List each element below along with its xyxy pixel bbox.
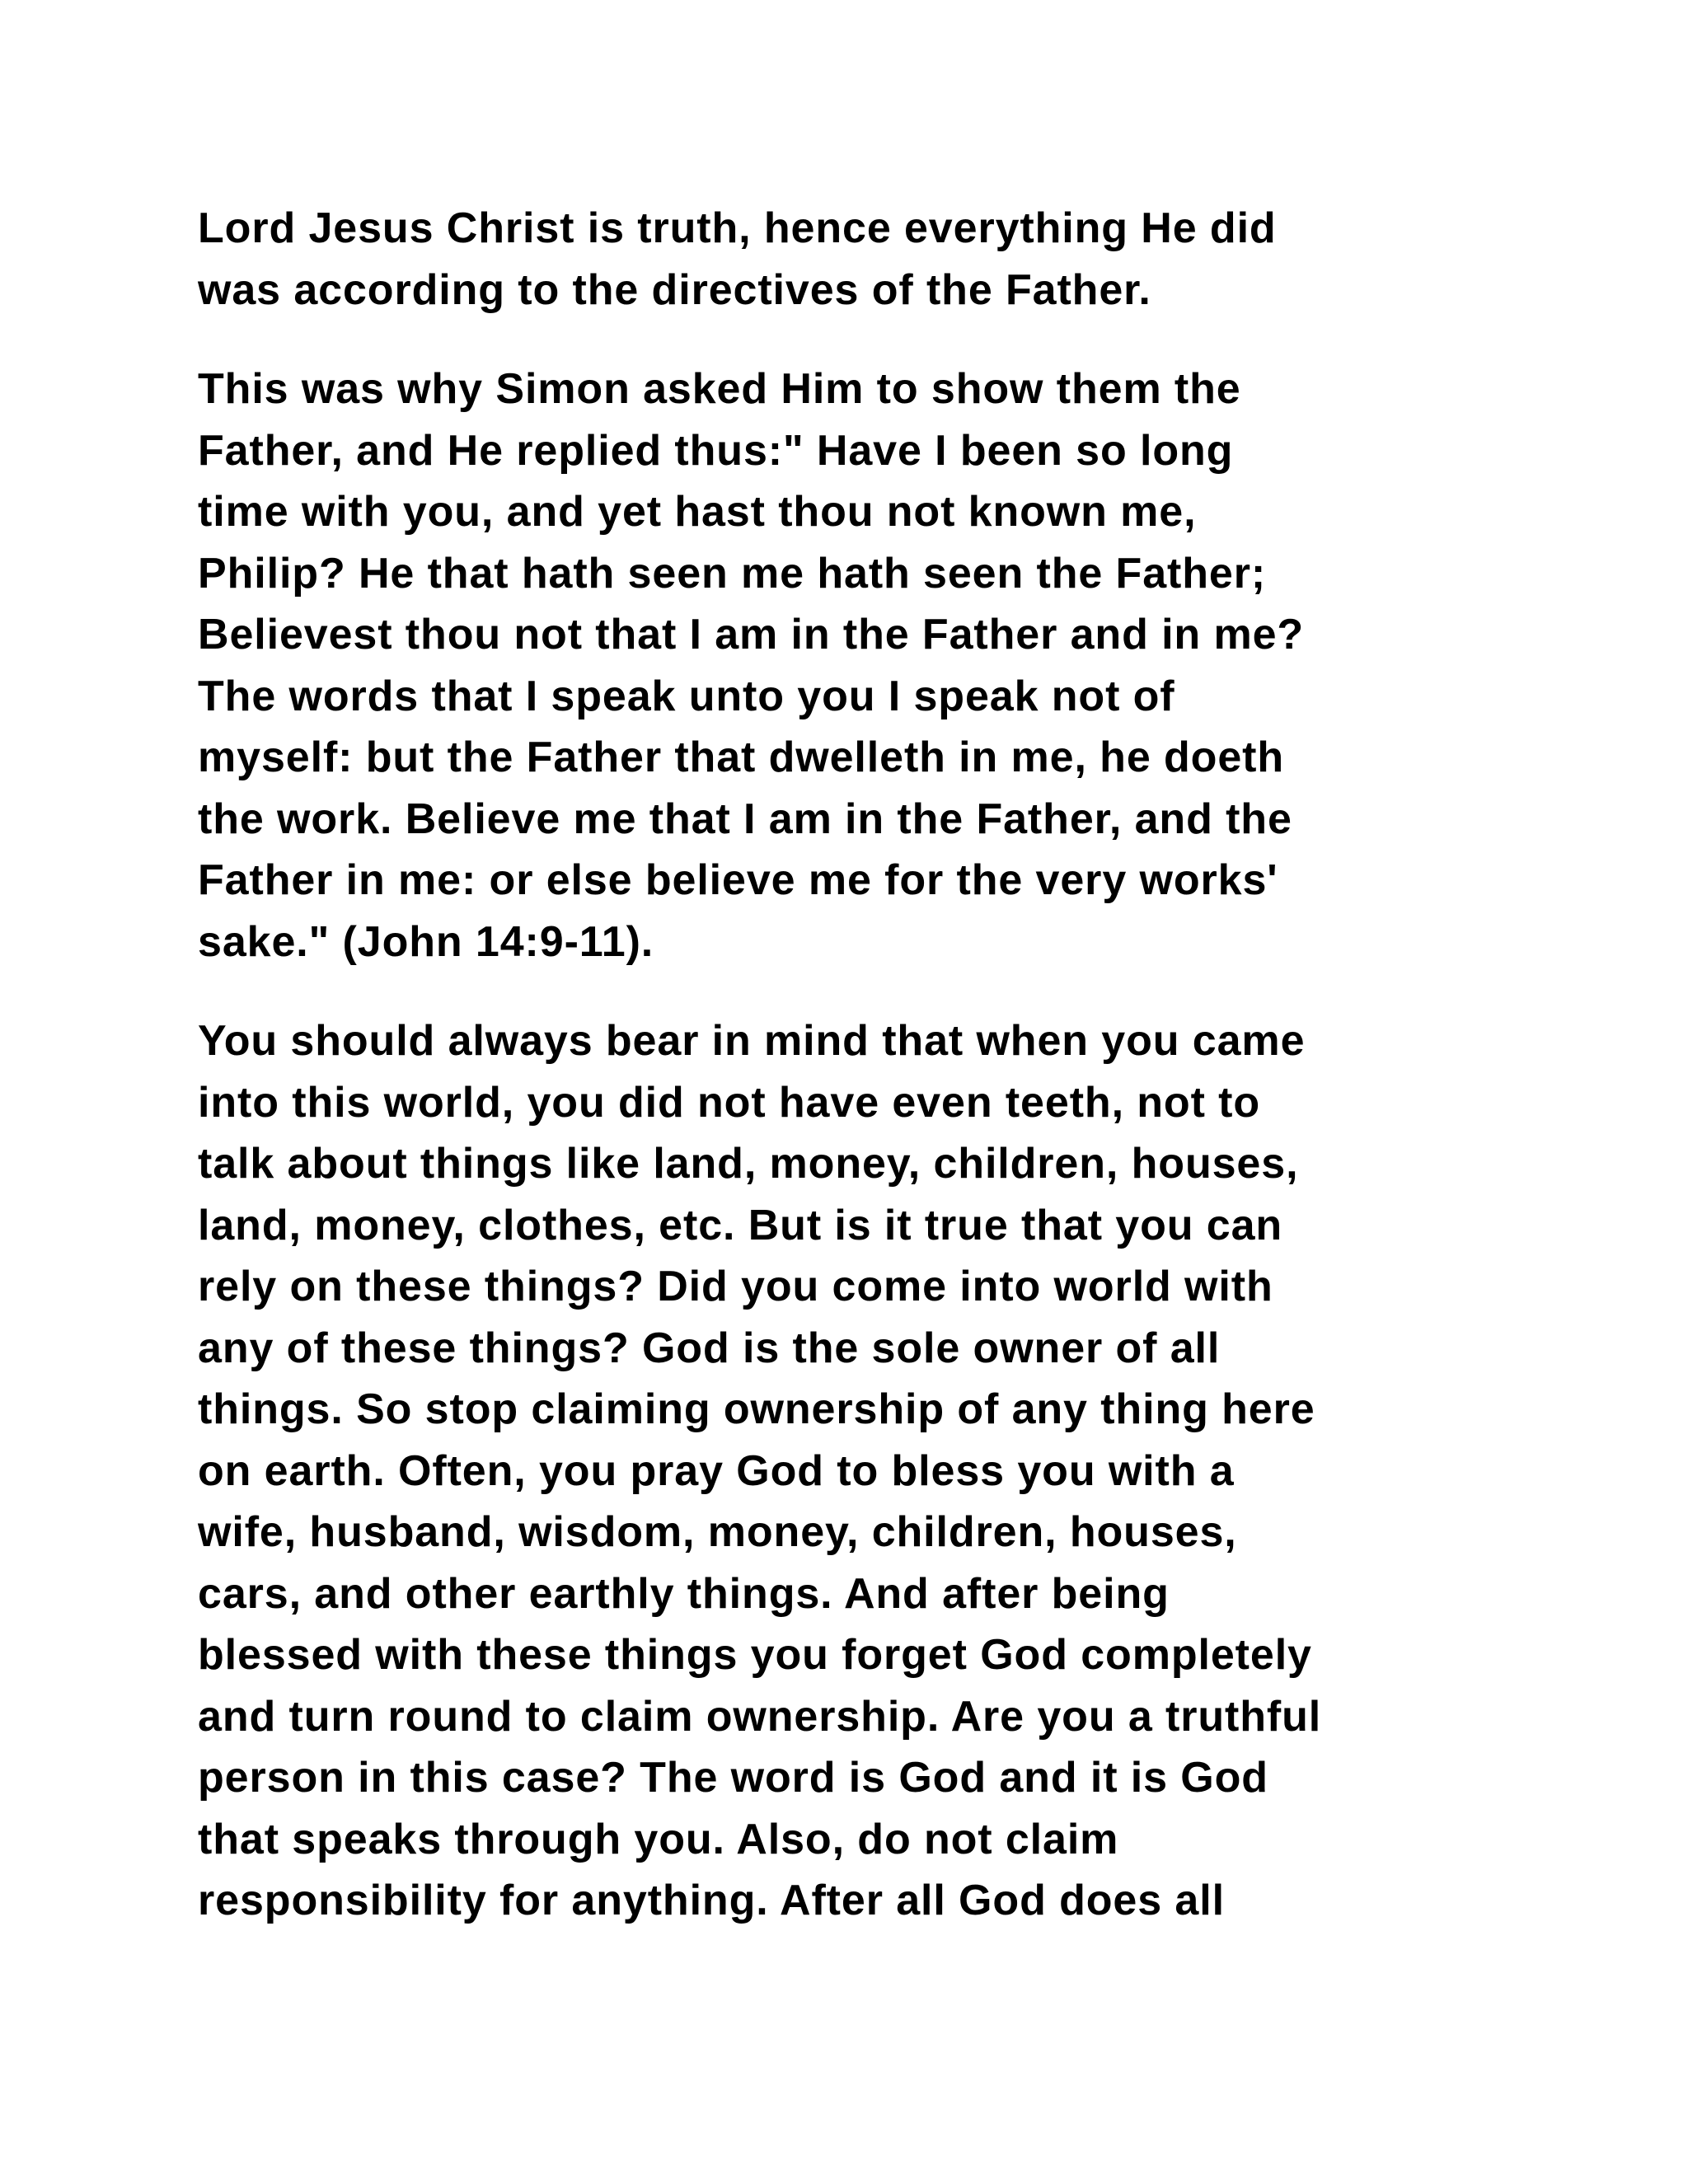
document-body	[198, 198, 1500, 1970]
paragraph-2	[198, 359, 1500, 972]
text-line: responsibility for anything. After all God does all	[198, 1877, 1225, 1924]
paragraph-3	[198, 1010, 1500, 1932]
text-line: rely on these things? Did you come into world with	[198, 1263, 1273, 1310]
text-line: things. So stop claiming ownership of any thing here	[198, 1385, 1315, 1433]
text-line: You should always bear in mind that when you came	[198, 1017, 1306, 1065]
text-line: Believest thou not that I am in the Father and in me?	[198, 611, 1305, 658]
text-line: the work. Believe me that I am in the Father, and the	[198, 794, 1292, 843]
text-line: talk about things like land, money, children, houses,	[198, 1140, 1299, 1188]
text-line: sake." (John 14:9-11).	[198, 917, 654, 966]
text-line: Lord Jesus Christ is truth, hence everything He did	[198, 204, 1277, 252]
text-line: that speaks through you. Also, do not claim	[198, 1815, 1119, 1863]
text-line: cars, and other earthly things. And after being	[198, 1569, 1170, 1618]
text-line: into this world, you did not have even teeth, not to	[198, 1078, 1261, 1127]
text-line: time with you, and yet hast thou not known me,	[198, 488, 1197, 536]
text-line: The words that I speak unto you I speak not of	[198, 672, 1175, 720]
text-line: blessed with these things you forget God completely	[198, 1631, 1312, 1679]
paragraph-1	[198, 198, 1500, 321]
text-line: and turn round to claim ownership. Are you a truthful	[198, 1692, 1322, 1741]
text-line: land, money, clothes, etc. But is it true that you can	[198, 1201, 1283, 1249]
text-line: wife, husband, wisdom, money, children, houses,	[198, 1508, 1237, 1556]
text-line: Philip? He that hath seen me hath seen the Father;	[198, 549, 1267, 598]
text-line: person in this case? The word is God and it is God	[198, 1754, 1268, 1802]
text-line: This was why Simon asked Him to show them the	[198, 365, 1241, 413]
text-line: Father, and He replied thus:" Have I been so long	[198, 426, 1234, 475]
text-line: on earth. Often, you pray God to bless you with a	[198, 1446, 1235, 1495]
text-line: was according to the directives of the Father.	[198, 265, 1151, 314]
text-line: myself: but the Father that dwelleth in me, he doeth	[198, 733, 1285, 781]
text-line: Father in me: or else believe me for the very works'	[198, 856, 1278, 904]
text-line: any of these things? God is the sole owner of all	[198, 1324, 1221, 1372]
